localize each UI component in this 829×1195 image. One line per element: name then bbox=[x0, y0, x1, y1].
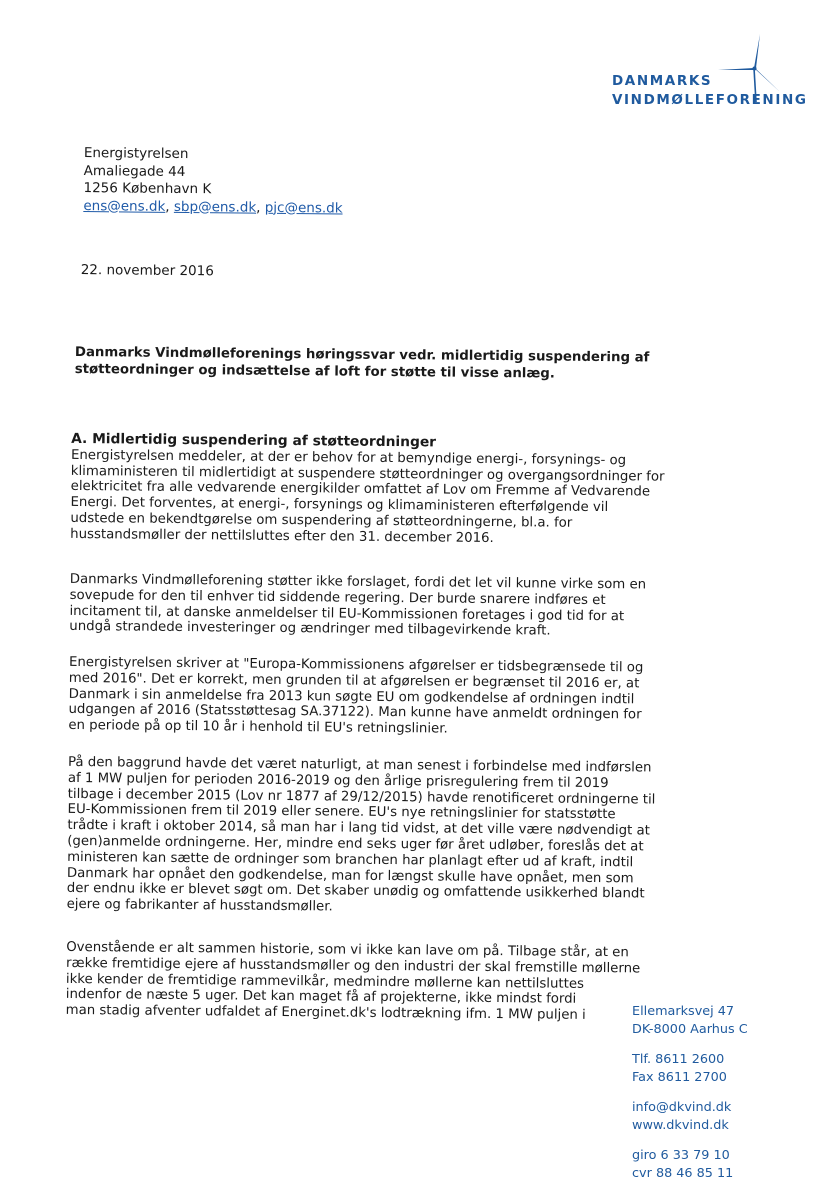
paragraph-3 bbox=[68, 655, 689, 740]
text-line: Danmark i sin anmeldelse fra 2013 kun søgte EU om godkendelse af ordningen indtil bbox=[68, 686, 635, 707]
email-link-sbp[interactable]: sbp@ens.dk bbox=[173, 198, 257, 216]
text-line: med 2016". Det er korrekt, men grunden til at afgørelsen er begrænset til 2016 er, at bbox=[68, 670, 640, 692]
contact-phone: Tlf. 8611 2600 bbox=[632, 1052, 725, 1067]
sender-contact-block bbox=[632, 1003, 748, 1195]
letter-subject bbox=[75, 344, 675, 384]
text-line: Danmark har opnået den godkendelse, man for længst skulle have opnået, men som bbox=[66, 865, 634, 886]
text-line: udgangen af 2016 (Statsstøttesag SA.37122). Man kunne have anmeldt ordningen for bbox=[68, 702, 642, 723]
text-line: ejere og fabrikanter af husstandsmøller. bbox=[66, 897, 333, 915]
text-line: klimaministeren til midlertidigt at suspendere støtteordninger og overgangsordninger for bbox=[70, 463, 665, 485]
recipient-address bbox=[83, 145, 343, 217]
section-a bbox=[70, 432, 691, 549]
paragraph-2 bbox=[69, 572, 690, 641]
text-line: sovepude for den til enhver tid siddende regering. Der burde snarere indføres et bbox=[69, 587, 606, 608]
logo-text-line-2: VINDMØLLEFORENING bbox=[612, 92, 808, 108]
text-line: tilbage i december 2015 (Lov nr 1877 af 29/12/2015) havde renotificeret ordningerne til bbox=[67, 786, 656, 808]
contact-giro: giro 6 33 79 10 bbox=[632, 1148, 730, 1163]
recipient-street: Amaliegade 44 bbox=[83, 162, 186, 180]
text-line: EU-Kommissionen frem til 2019 eller senere. EU's nye retningslinier for statsstøtte bbox=[67, 802, 616, 823]
logo-text-line-1: DANMARKS bbox=[612, 73, 713, 89]
text-line: incitament til, at danske anmeldelser til EU-Kommissionen foretages i god tid for at bbox=[69, 603, 625, 624]
subject-line-2: støtteordninger og indsættelse af loft for støtte til visse anlæg. bbox=[74, 361, 555, 382]
contact-phones bbox=[632, 1051, 748, 1086]
contact-cvr: cvr 88 46 85 11 bbox=[632, 1165, 734, 1181]
subject-line-1: Danmarks Vindmølleforenings høringssvar vedr. midlertidig suspendering af bbox=[74, 344, 650, 366]
email-link-pjc[interactable]: pjc@ens.dk bbox=[264, 199, 343, 217]
text-line: udstede en bekendtgørelse om suspendering af støtteordningerne, bl.a. for bbox=[70, 510, 573, 531]
recipient-name: Energistyrelsen bbox=[83, 145, 189, 163]
contact-web: www.dkvind.dk bbox=[632, 1117, 729, 1133]
text-line: trådte i kraft i oktober 2014, så man har i lang tid vidst, at det ville være nødvendigt at bbox=[67, 818, 650, 839]
email-link-ens[interactable]: ens@ens.dk bbox=[83, 197, 166, 215]
text-line: På den baggrund havde det været naturligt, at man senest i forbindelse med indførslen bbox=[67, 754, 652, 776]
contact-fax: Fax 8611 2700 bbox=[632, 1069, 727, 1085]
email-separator: , bbox=[165, 198, 175, 215]
contact-online bbox=[632, 1099, 748, 1134]
section-a-heading: A. Midlertidig suspendering af støtteordninger bbox=[71, 430, 437, 451]
text-line: Ovenstående er alt sammen historie, som vi ikke kan lave om på. Tilbage står, at en bbox=[66, 939, 629, 961]
letter-date: 22. november 2016 bbox=[80, 262, 214, 280]
text-line: elektricitet fra alle vedvarende energikilder omfattet af Lov om Fremme af Vedvarende bbox=[70, 479, 651, 500]
text-line: Energistyrelsen skriver at "Europa-Kommissionens afgørelser er tidsbegrænsede til og bbox=[68, 654, 644, 676]
text-line: ikke kender de fremtidige rammevilkår, medmindre møllerne kan nettilsluttes bbox=[65, 971, 585, 992]
text-line: række fremtidige ejere af husstandsmøller og den industri der skal fremstille møllerne bbox=[66, 955, 641, 977]
text-line: Energi. Det forventes, at energi-, forsynings og klimaministeren efterfølgende vil bbox=[70, 495, 609, 516]
email-separator: , bbox=[256, 199, 265, 216]
text-line: man stadig afventer udfaldet af Energinet.dk's lodtrækning ifm. 1 MW puljen i bbox=[65, 1003, 586, 1024]
text-line: Energistyrelsen meddeler, at der er behov for at bemyndige energi-, forsynings- og bbox=[70, 447, 627, 469]
text-line: ministeren kan sætte de ordninger som branchen har planlagt efter ud af kraft, indtil bbox=[67, 849, 634, 871]
text-line: Danmarks Vindmølleforening støtter ikke forslaget, fordi det let vil kunne virke som en bbox=[69, 571, 647, 593]
text-line: der endnu ikke er blevet søgt om. Det skaber unødig og omfattende usikkerhed blandt bbox=[66, 881, 645, 902]
contact-email: info@dkvind.dk bbox=[632, 1100, 732, 1115]
text-line: undgå strandede investeringer og ændringer med tilbagevirkende kraft. bbox=[69, 619, 551, 639]
contact-street: Ellemarksvej 47 bbox=[632, 1004, 735, 1019]
recipient-emails bbox=[83, 198, 342, 218]
recipient-city: 1256 København K bbox=[83, 180, 212, 198]
contact-registration bbox=[632, 1147, 748, 1182]
text-line: (gen)anmelde ordningerne. Her, mindre end seks uger før året udløber, foreslås det at bbox=[67, 833, 644, 855]
paragraph-4 bbox=[67, 755, 688, 919]
text-line: husstandsmøller der nettilsluttes efter den 31. december 2016. bbox=[70, 526, 494, 546]
contact-address bbox=[632, 1003, 748, 1038]
paragraph-5 bbox=[65, 939, 641, 1024]
text-line: indenfor de næste 5 uger. Det kan maget få af projekterne, ikke mindst fordi bbox=[65, 987, 577, 1008]
text-line: af 1 MW puljen for perioden 2016-2019 og den årlige prisregulering frem til 2019 bbox=[67, 770, 609, 791]
contact-city: DK-8000 Aarhus C bbox=[632, 1021, 748, 1037]
text-line: en periode på op til 10 år i henhold til EU's retningslinier. bbox=[68, 718, 448, 737]
